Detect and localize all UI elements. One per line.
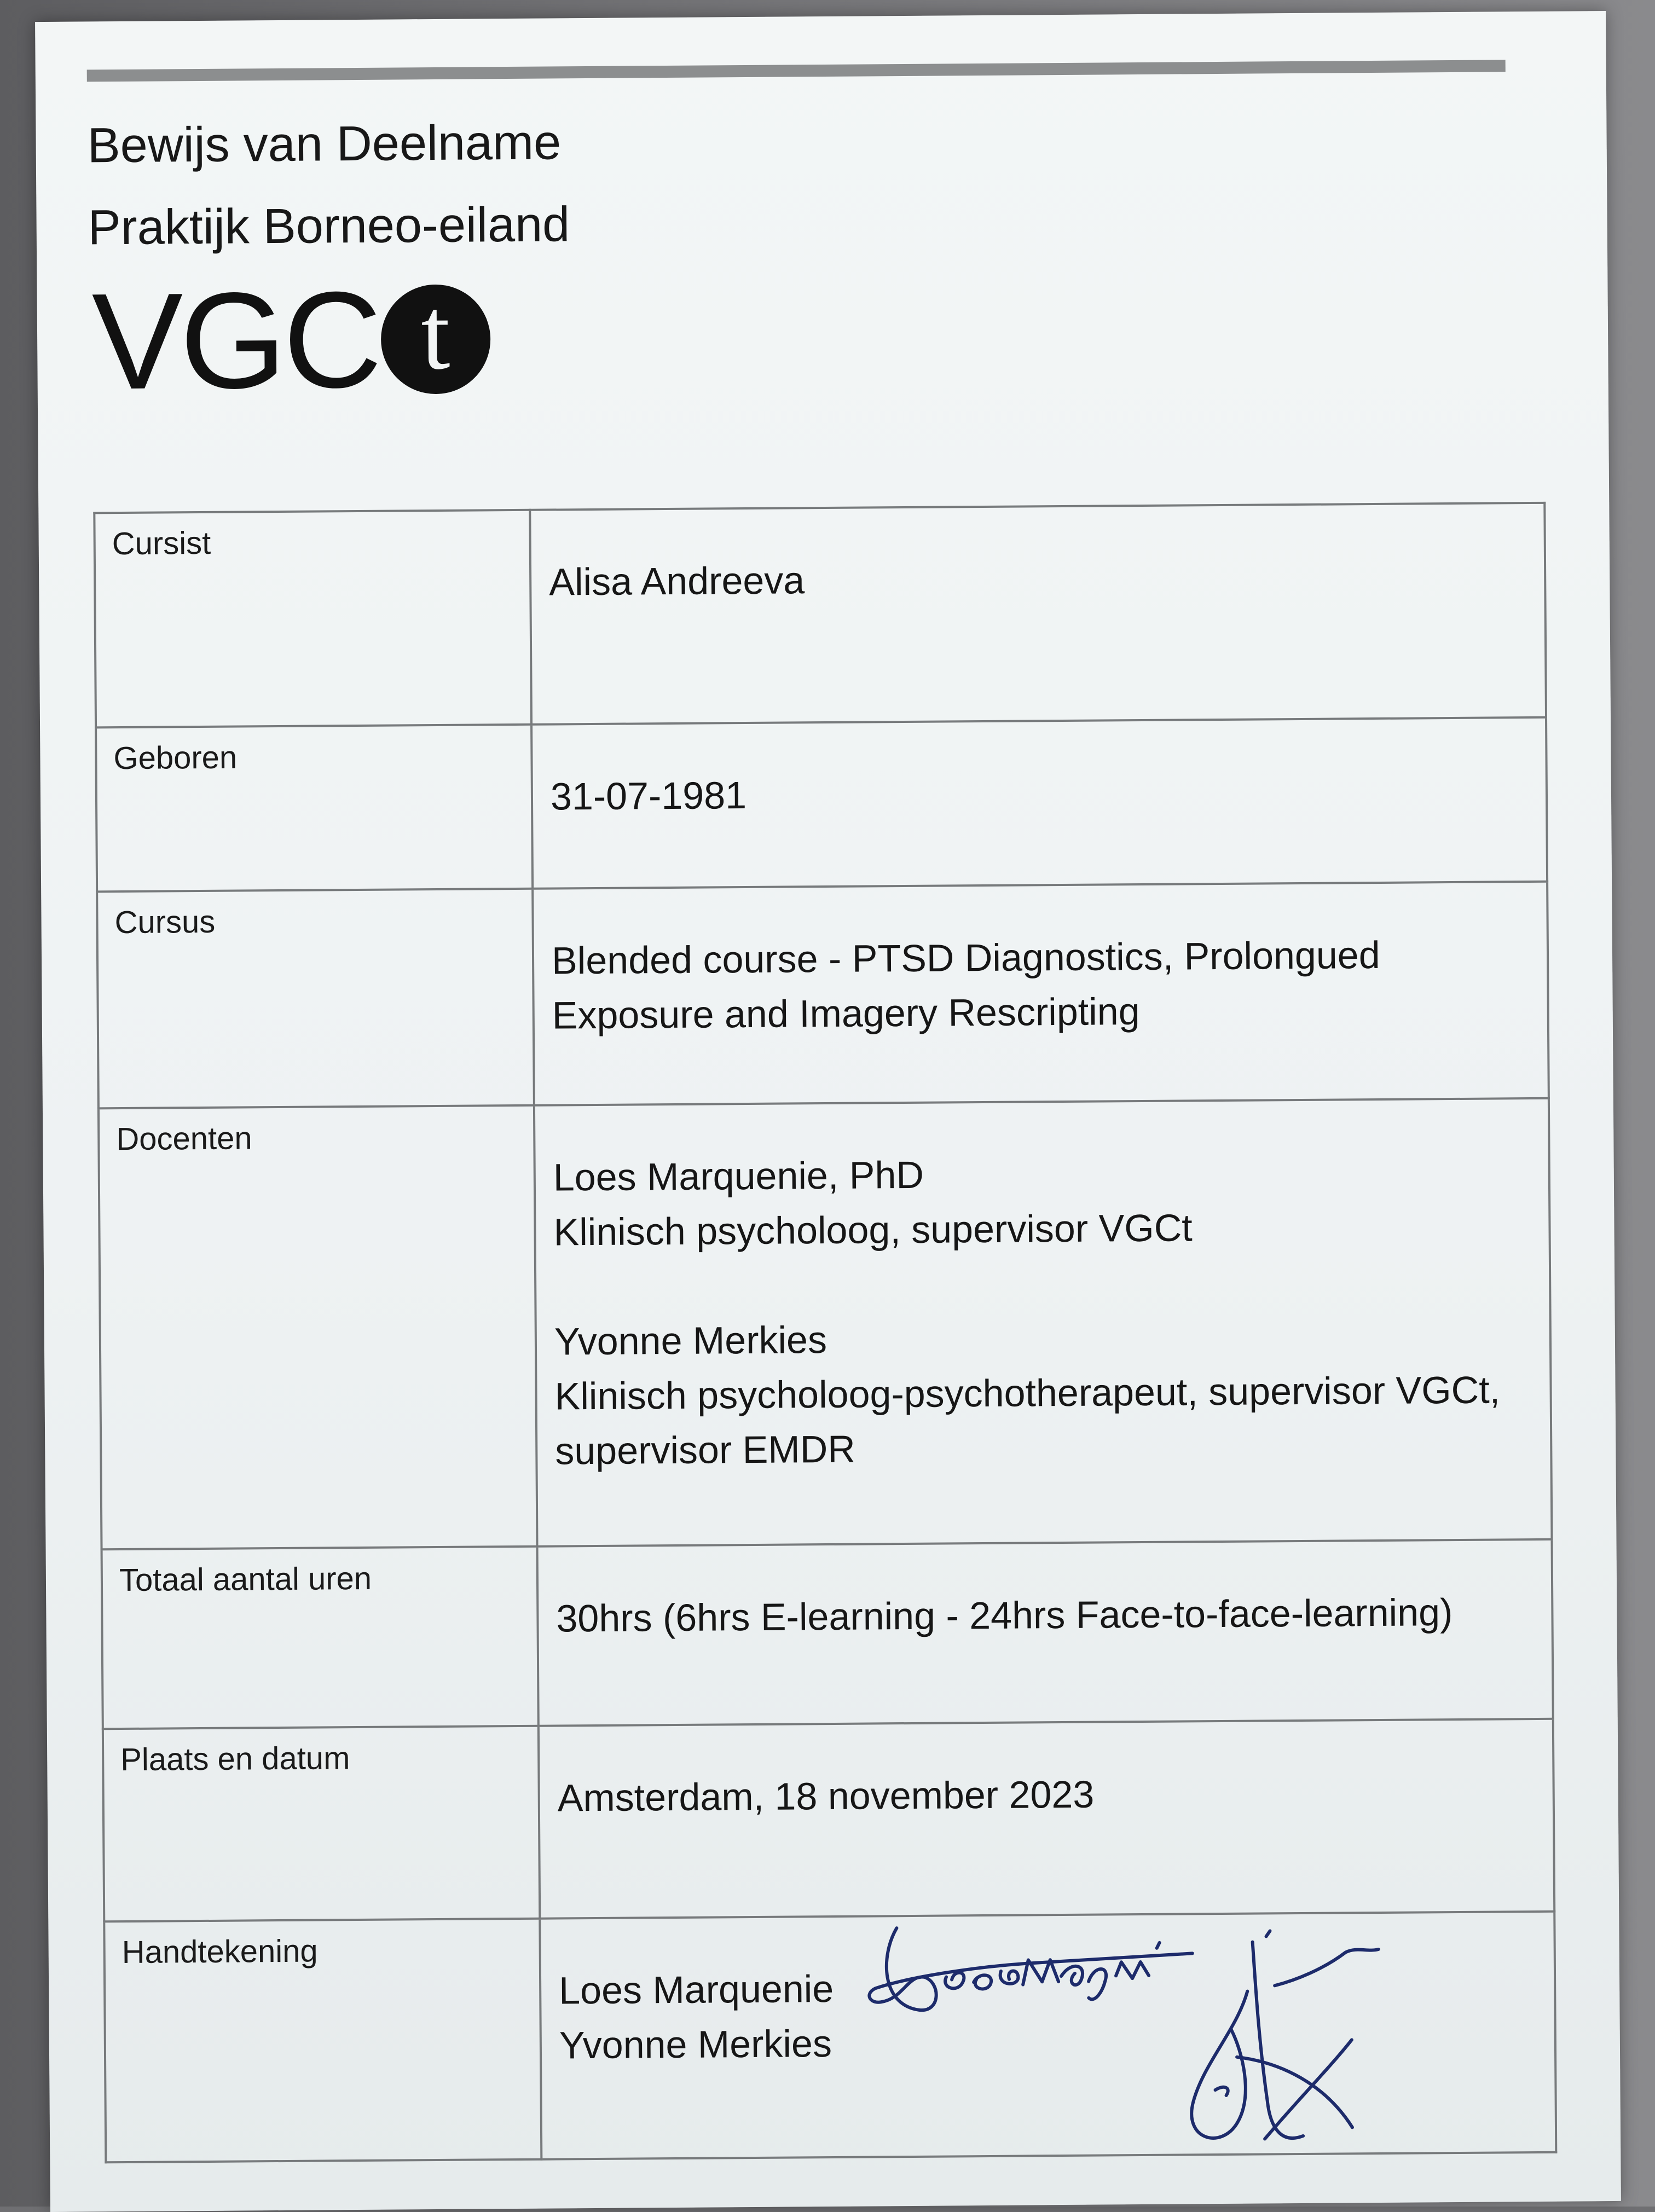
row-cursus bbox=[97, 882, 1549, 1108]
teacher-2-role-line-2: supervisor EMDR bbox=[555, 1427, 856, 1473]
value-handtekening bbox=[540, 1912, 1556, 2159]
course-line-2: Exposure and Imagery Rescripting bbox=[552, 990, 1140, 1037]
signer-2: Yvonne Merkies bbox=[559, 2022, 832, 2067]
certificate-title: Bewijs van Deelname bbox=[87, 115, 562, 173]
row-docenten bbox=[99, 1098, 1552, 1549]
course-line-1: Blended course - PTSD Diagnostics, Prolongued bbox=[551, 933, 1380, 982]
cursist-name: Alisa Andreeva bbox=[548, 559, 805, 604]
practice-name: Praktijk Borneo-eiland bbox=[88, 197, 570, 256]
teacher-2-role-line-1: Klinisch psycholoog-psychotherapeut, supervisor VGCt, bbox=[554, 1368, 1501, 1418]
label-uren: Totaal aantal uren bbox=[102, 1547, 539, 1729]
label-geboren: Geboren bbox=[96, 725, 533, 892]
label-cursus: Cursus bbox=[97, 889, 534, 1109]
logo-badge-letter: t bbox=[420, 276, 450, 392]
birth-date: 31-07-1981 bbox=[550, 774, 747, 818]
row-cursist bbox=[94, 503, 1546, 727]
teacher-1-role: Klinisch psycholoog, supervisor VGCt bbox=[553, 1206, 1193, 1254]
value-geboren bbox=[531, 717, 1547, 889]
certificate-paper bbox=[35, 11, 1621, 2212]
row-geboren bbox=[96, 717, 1547, 891]
teacher-2-name: Yvonne Merkies bbox=[554, 1318, 828, 1363]
row-handtekening bbox=[104, 1912, 1556, 2162]
signer-1: Loes Marquenie bbox=[558, 1967, 834, 2012]
label-handtekening: Handtekening bbox=[104, 1919, 541, 2163]
total-hours: 30hrs (6hrs E-learning - 24hrs Face-to-face-learning) bbox=[556, 1591, 1453, 1640]
value-docenten bbox=[534, 1098, 1552, 1547]
participation-table bbox=[93, 502, 1557, 2163]
logo-wordmark: VGC bbox=[91, 263, 379, 418]
label-plaats: Plaats en datum bbox=[103, 1726, 540, 1922]
value-cursist bbox=[530, 503, 1546, 725]
value-uren bbox=[537, 1539, 1553, 1726]
row-uren bbox=[102, 1539, 1553, 1729]
value-plaats bbox=[539, 1719, 1554, 1919]
label-cursist: Cursist bbox=[94, 510, 531, 728]
top-rule bbox=[87, 60, 1506, 82]
label-docenten: Docenten bbox=[99, 1105, 537, 1550]
logo-badge bbox=[380, 276, 490, 394]
value-cursus bbox=[533, 882, 1549, 1105]
place-date: Amsterdam, 18 november 2023 bbox=[557, 1773, 1095, 1820]
teacher-1-name: Loes Marquenie, PhD bbox=[553, 1153, 924, 1199]
row-plaats bbox=[103, 1719, 1554, 1921]
vgct-logo bbox=[91, 263, 490, 418]
